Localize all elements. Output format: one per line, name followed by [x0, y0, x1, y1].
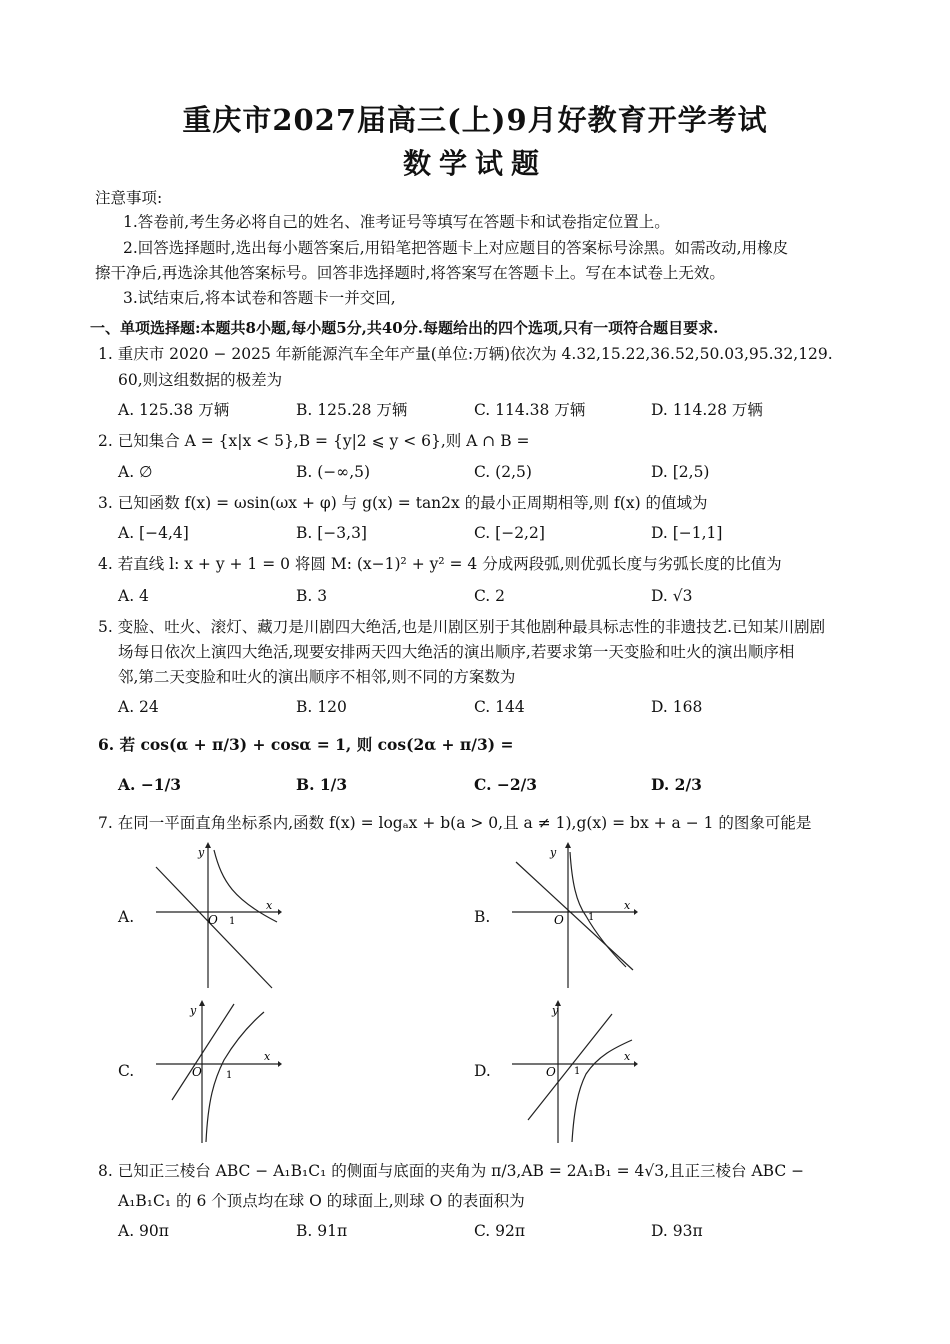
q6-option-a: A. −1/3: [118, 775, 182, 794]
q5-option-a: A. 24: [118, 698, 159, 716]
q1-option-d: D. 114.28 万辆: [651, 401, 763, 419]
graph-d-x-label: x: [624, 1050, 631, 1063]
section-heading: 一、单项选择题:本题共8小题,每小题5分,共40分.每题给出的四个选项,只有一项符合题目要求.: [90, 319, 719, 337]
q6-stem: 6. 若 cos(α + π/3) + cosα = 1, 则 cos(2α + π/3) =: [98, 735, 514, 754]
q3-stem: 3. 已知函数 f(x) = ωsin(ωx + φ) 与 g(x) = tan2x 的最小正周期相等,则 f(x) 的值域为: [98, 494, 708, 512]
graph-b-tick-label: 1: [588, 912, 595, 923]
q7-graph-b: [508, 842, 638, 990]
q4-option-b: B. 3: [296, 587, 328, 605]
q4-option-a: A. 4: [118, 587, 149, 605]
q5-stem-line-2: 场每日依次上演四大绝活,现要安排两天四大绝活的演出顺序,若要求第一天变脸和吐火的演出顺序相: [118, 643, 795, 661]
q3-option-a: A. [−4,4]: [118, 524, 189, 542]
q7-label-c: C.: [118, 1062, 135, 1080]
q6-option-b: B. 1/3: [296, 775, 348, 794]
graph-d-tick-label: 1: [574, 1066, 581, 1077]
exam-subtitle: 数学试题: [402, 147, 547, 180]
graph-d-origin-label: O: [546, 1065, 556, 1079]
q4-stem: 4. 若直线 l: x + y + 1 = 0 将圆 M: (x−1)² + y² = 4 分成两段弧,则优弧长度与劣弧长度的比值为: [98, 555, 782, 573]
q6-option-c: C. −2/3: [474, 775, 538, 794]
notice-item-2-line-1: 2.回答选择题时,选出每小题答案后,用铅笔把答题卡上对应题目的答案标号涂黑。如需改动,用橡皮: [123, 239, 789, 257]
q7-label-b: B.: [474, 908, 491, 926]
notice-heading: 注意事项:: [95, 189, 163, 207]
q1-option-b: B. 125.28 万辆: [296, 401, 408, 419]
q5-option-d: D. 168: [651, 698, 703, 716]
q8-option-b: B. 91π: [296, 1222, 348, 1240]
q8-option-a: A. 90π: [118, 1222, 169, 1240]
graph-c-tick-label: 1: [226, 1070, 233, 1081]
exam-title: 重庆市2027届高三(上)9月好教育开学考试: [182, 103, 768, 137]
q8-option-d: D. 93π: [651, 1222, 703, 1240]
q2-option-d: D. [2,5): [651, 463, 710, 481]
graph-c-y-label: y: [190, 1004, 197, 1017]
notice-item-2-line-2: 擦干净后,再选涂其他答案标号。回答非选择题时,将答案写在答题卡上。写在本试卷上无效。: [95, 264, 725, 282]
graph-b-origin-label: O: [554, 913, 564, 927]
q1-stem-line-1: 1. 重庆市 2020 − 2025 年新能源汽车全年产量(单位:万辆)依次为 4.32,15.22,36.52,50.03,95.32,129.: [98, 345, 833, 363]
q7-graph-d: [508, 1000, 638, 1145]
graph-a-origin-label: O: [208, 913, 218, 927]
q8-option-c: C. 92π: [474, 1222, 526, 1240]
graph-a-tick-label: 1: [229, 916, 236, 927]
q1-option-a: A. 125.38 万辆: [118, 401, 230, 419]
q7-label-a: A.: [118, 908, 135, 926]
q5-stem-line-1: 5. 变脸、吐火、滚灯、藏刀是川剧四大绝活,也是川剧区别于其他剧种最具标志性的非遗技艺.已知某川剧剧: [98, 618, 826, 636]
notice-item-3: 3.试结束后,将本试卷和答题卡一并交回,: [123, 289, 396, 307]
notice-item-1: 1.答卷前,考生务必将自己的姓名、准考证号等填写在答题卡和试卷指定位置上。: [123, 213, 670, 231]
graph-a-x-label: x: [266, 899, 273, 912]
q2-option-a: A. ∅: [118, 463, 153, 481]
q5-stem-line-3: 邻,第二天变脸和吐火的演出顺序不相邻,则不同的方案数为: [118, 668, 516, 686]
q8-stem-line-2: A₁B₁C₁ 的 6 个顶点均在球 O 的球面上,则球 O 的表面积为: [118, 1192, 525, 1210]
graph-d-y-label: y: [552, 1004, 559, 1017]
q2-stem: 2. 已知集合 A = {x|x < 5},B = {y|2 ⩽ y < 6},则 A ∩ B =: [98, 432, 530, 450]
graph-b-y-label: y: [550, 846, 557, 859]
graph-b-x-label: x: [624, 899, 631, 912]
q1-option-c: C. 114.38 万辆: [474, 401, 586, 419]
q4-option-c: C. 2: [474, 587, 506, 605]
q2-option-b: B. (−∞,5): [296, 463, 371, 481]
q2-option-c: C. (2,5): [474, 463, 532, 481]
q5-option-b: B. 120: [296, 698, 347, 716]
q3-option-c: C. [−2,2]: [474, 524, 545, 542]
q3-option-d: D. [−1,1]: [651, 524, 723, 542]
q8-stem-line-1: 8. 已知正三棱台 ABC − A₁B₁C₁ 的侧面与底面的夹角为 π/3,AB = 2A₁B₁ = 4√3,且正三棱台 ABC −: [98, 1162, 805, 1180]
graph-a-y-label: y: [198, 846, 205, 859]
q4-option-d: D. √3: [651, 587, 693, 605]
q7-graph-c: [152, 1000, 282, 1145]
q1-stem-line-2: 60,则这组数据的极差为: [118, 371, 283, 389]
graph-c-origin-label: O: [192, 1065, 202, 1079]
q5-option-c: C. 144: [474, 698, 525, 716]
q7-label-d: D.: [474, 1062, 491, 1080]
q7-graph-a: [152, 842, 282, 990]
q6-option-d: D. 2/3: [651, 775, 702, 794]
q3-option-b: B. [−3,3]: [296, 524, 367, 542]
q7-stem: 7. 在同一平面直角坐标系内,函数 f(x) = logₐx + b(a > 0,且 a ≠ 1),g(x) = bx + a − 1 的图象可能是: [98, 814, 812, 832]
graph-c-x-label: x: [264, 1050, 271, 1063]
